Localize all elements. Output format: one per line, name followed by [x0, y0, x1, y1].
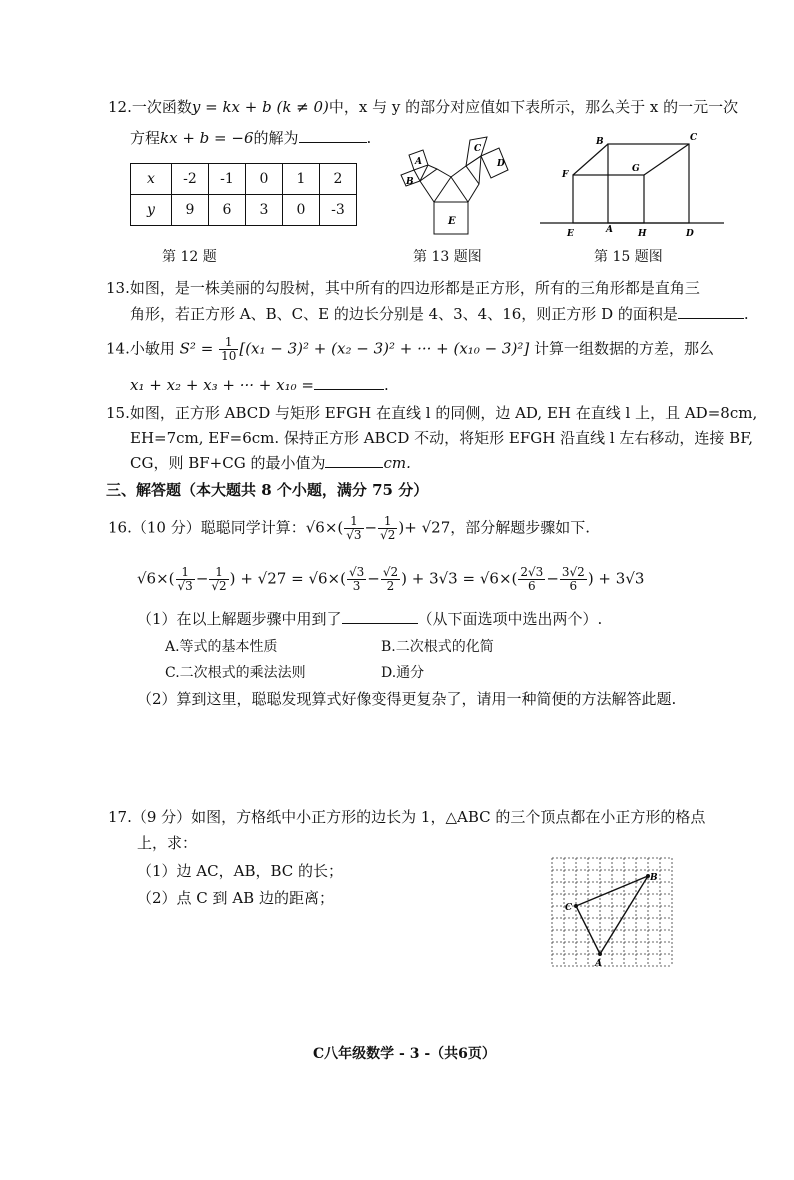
q13-line2: 角形，若正方形 A、B、C、E 的边长分别是 4、3、4、16，则正方形 D 的面积是 .	[130, 305, 749, 323]
q17-part1: （1）边 AC，AB，BC 的长；	[137, 862, 344, 880]
answer-blank[interactable]	[678, 304, 744, 319]
q16-part1: （1）在以上解题步骤中用到了 （从下面选项中选出两个）.	[137, 610, 603, 628]
label-d: D	[497, 159, 505, 169]
q12-table	[130, 163, 357, 226]
answer-blank[interactable]	[342, 609, 418, 624]
label-b: B	[596, 137, 604, 147]
label-a: A	[595, 959, 602, 969]
point-c	[574, 904, 578, 908]
q16-part2: （2）算到这里，聪聪发现算式好像变得更复杂了，请用一种简便的方法解答此题.	[137, 690, 677, 708]
q12-line2: 方程kx + b = −6的解为 .	[130, 129, 372, 147]
right-triangle-main	[434, 177, 468, 202]
answer-blank[interactable]	[314, 375, 384, 390]
caption-fig13: 第 13 题图	[413, 249, 482, 265]
fraction-one-tenth: $\frac{1}{10}$	[221, 335, 237, 363]
option-d: D.通分	[381, 665, 425, 681]
square-abcd	[608, 144, 689, 223]
label-b: B	[406, 177, 414, 187]
segment-cg	[644, 144, 689, 175]
answer-blank[interactable]	[325, 453, 383, 468]
q14-line1: 14.小敏用 S² = $\frac{1}{10}$ [(x₁ − 3)² + (x₂ − 3)² + ··· + (x₁₀ − 3)²] 计算一组数据的方差，那么	[106, 335, 714, 363]
table-row: y 9 6 3 0 -3	[131, 195, 357, 226]
label-e: E	[567, 229, 574, 239]
q15-line3: CG，则 BF+CG 的最小值为 cm.	[130, 454, 411, 472]
q14-line2: x₁ + x₂ + x₃ + ··· + x₁₀ = .	[130, 376, 389, 394]
q17-line2: 上，求：	[137, 834, 198, 852]
q15-line1: 15.如图，正方形 ABCD 与矩形 EFGH 在直线 l 的同侧，边 AD, EH 在直线 l 上，且 AD=8cm,	[106, 404, 758, 422]
q15-line2: EH=7cm, EF=6cm. 保持正方形 ABCD 不动，将矩形 EFGH 沿直线 l 左右移动，连接 BF,	[130, 429, 754, 447]
q17-line1: 17.（9 分）如图，方格纸中小正方形的边长为 1，△ABC 的三个顶点都在小正方形的格点	[108, 808, 706, 826]
section-3-heading: 三、解答题（本大题共 8 个小题，满分 75 分）	[106, 481, 429, 499]
option-a: A.等式的基本性质	[165, 639, 278, 655]
caption-fig15: 第 15 题图	[594, 249, 663, 265]
page-footer: C八年级数学 - 3 -（共6页）	[313, 1046, 496, 1062]
option-b: B.二次根式的化简	[381, 639, 494, 655]
point-a	[598, 952, 602, 956]
value-table	[130, 163, 357, 226]
label-d: D	[686, 229, 694, 239]
label-a: A	[415, 157, 422, 167]
table-row: x -2 -1 0 1 2	[131, 164, 357, 195]
label-c: C	[474, 144, 482, 154]
label-c: C	[565, 903, 573, 913]
segment-bf	[573, 144, 608, 175]
option-c: C.二次根式的乘法法则	[165, 665, 306, 681]
square-rectangle-figure	[538, 128, 728, 240]
label-a: A	[606, 225, 613, 235]
label-c: C	[690, 133, 698, 143]
caption-q12: 第 12 题	[162, 249, 217, 265]
q16-intro: 16.（10 分）聪聪同学计算：√6×( $\frac{1}{√3}$ − $\frac{1}{√2}$ )+ √27，部分解题步骤如下.	[108, 514, 591, 542]
pythagoras-tree-figure	[393, 128, 530, 240]
q13-line1: 13.如图，是一株美丽的勾股树，其中所有的四边形都是正方形，所有的三角形都是直角三	[106, 279, 700, 297]
label-g: G	[632, 164, 640, 174]
label-h: H	[638, 229, 647, 239]
triangle-right	[466, 156, 481, 184]
label-b: B	[650, 873, 658, 883]
label-e: E	[448, 216, 456, 227]
grid-triangle-figure	[548, 856, 678, 974]
q16-expression: √6×( $\frac{1}{√3}$ − $\frac{1}{√2}$ ) + √27 = √6×( $\frac{√3}{3}$ − $\frac{√2}{2}$ ) + 3√3 = √6×( $\frac{2√3}{6}$ − $\frac{3√2}{6}$ ) + 3√3	[137, 565, 645, 593]
q12-line1: 12.一次函数y = kx + b (k ≠ 0)中，x 与 y 的部分对应值如下表所示，那么关于 x 的一元一次	[108, 98, 739, 116]
square-left-mid	[420, 169, 451, 202]
answer-blank[interactable]	[299, 128, 367, 143]
label-f: F	[562, 170, 569, 180]
q17-part2: （2）点 C 到 AB 边的距离；	[137, 889, 334, 907]
